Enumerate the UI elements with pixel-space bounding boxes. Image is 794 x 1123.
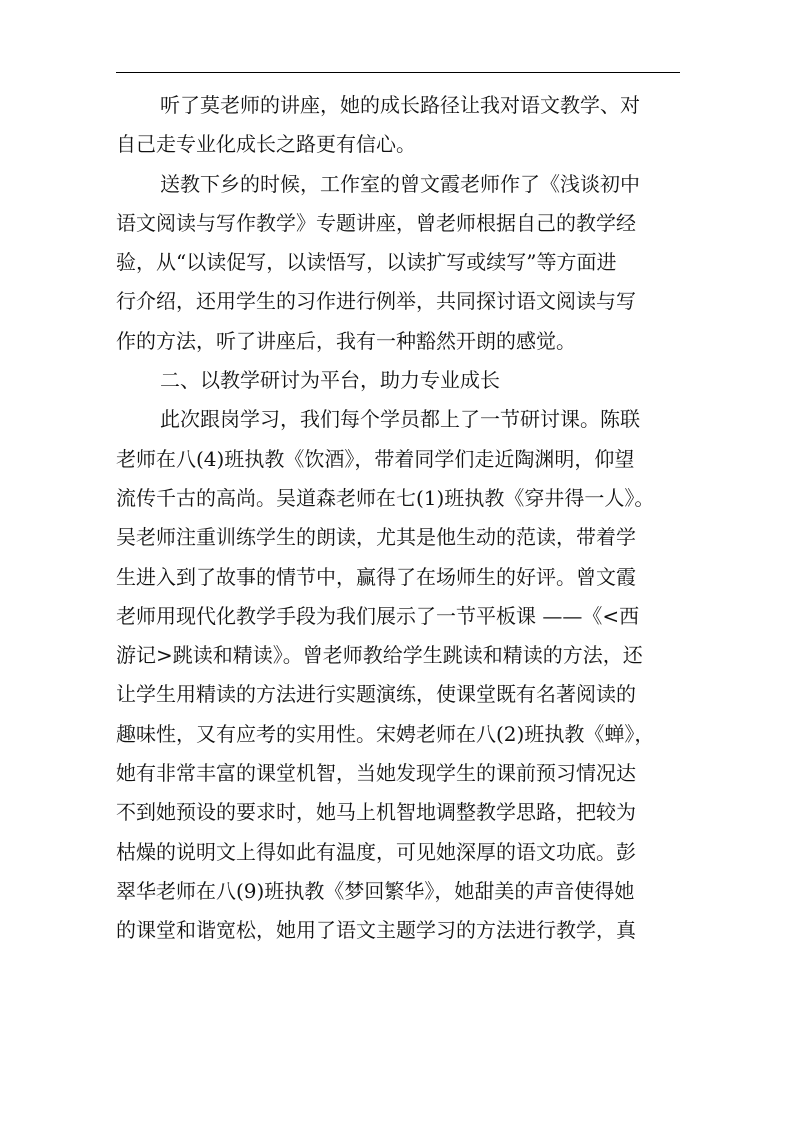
text-line: 行介绍，还用学生的习作进行例举，共同探讨语文阅读与写	[116, 289, 636, 314]
text-line: 验，从“以读促写，以读悟写，以读扩写或续写”等方面进	[116, 250, 617, 275]
text-line: 老师在八(4)班执教《饮酒》，带着同学们走近陶渊明，仰望	[116, 446, 635, 471]
text-line: 生进入到了故事的情节中，赢得了在场师生的好评。曾文霞	[116, 564, 636, 589]
text-line: 趣味性，又有应考的实用性。宋娉老师在八(2)班执教《蝉》，	[116, 721, 655, 746]
header-rule	[116, 72, 680, 73]
text-line: 游记>跳读和精读》。曾老师教给学生跳读和精读的方法，还	[116, 643, 643, 668]
text-line: 吴老师注重训练学生的朗读，尤其是他生动的范读，带着学	[116, 525, 636, 550]
text-line: 自己走专业化成长之路更有信心。	[116, 132, 416, 157]
text-line: 翠华老师在八(9)班执教《梦回繁华》，她甜美的声音使得她	[116, 878, 635, 903]
text-line: 语文阅读与写作教学》专题讲座，曾老师根据自己的教学经	[116, 210, 636, 235]
text-line: 此次跟岗学习，我们每个学员都上了一节研讨课。陈联	[160, 407, 640, 432]
text-line: 枯燥的说明文上得如此有温度，可见她深厚的语文功底。彭	[116, 839, 636, 864]
text-line: 送教下乡的时候，工作室的曾文霞老师作了《浅谈初中	[160, 171, 640, 196]
text-line: 她有非常丰富的课堂机智，当她发现学生的课前预习情况达	[116, 761, 636, 786]
text-line: 听了莫老师的讲座，她的成长路径让我对语文教学、对	[160, 93, 640, 117]
text-line: 老师用现代化教学手段为我们展示了一节平板课 ——《<西	[116, 603, 640, 628]
text-line: 不到她预设的要求时，她马上机智地调整教学思路，把较为	[116, 800, 636, 825]
text-line: 让学生用精读的方法进行实题演练，使课堂既有名著阅读的	[116, 682, 636, 707]
text-line: 流传千古的高尚。吴道森老师在七(1)班执教《穿井得一人》。	[116, 485, 655, 510]
body-text	[116, 86, 680, 951]
text-line: 的课堂和谐宽松，她用了语文主题学习的方法进行教学，真	[116, 918, 636, 943]
text-line: 作的方法，听了讲座后，我有一种豁然开朗的感觉。	[116, 328, 576, 353]
section-heading: 二、以教学研讨为平台，助力专业成长	[160, 368, 500, 393]
